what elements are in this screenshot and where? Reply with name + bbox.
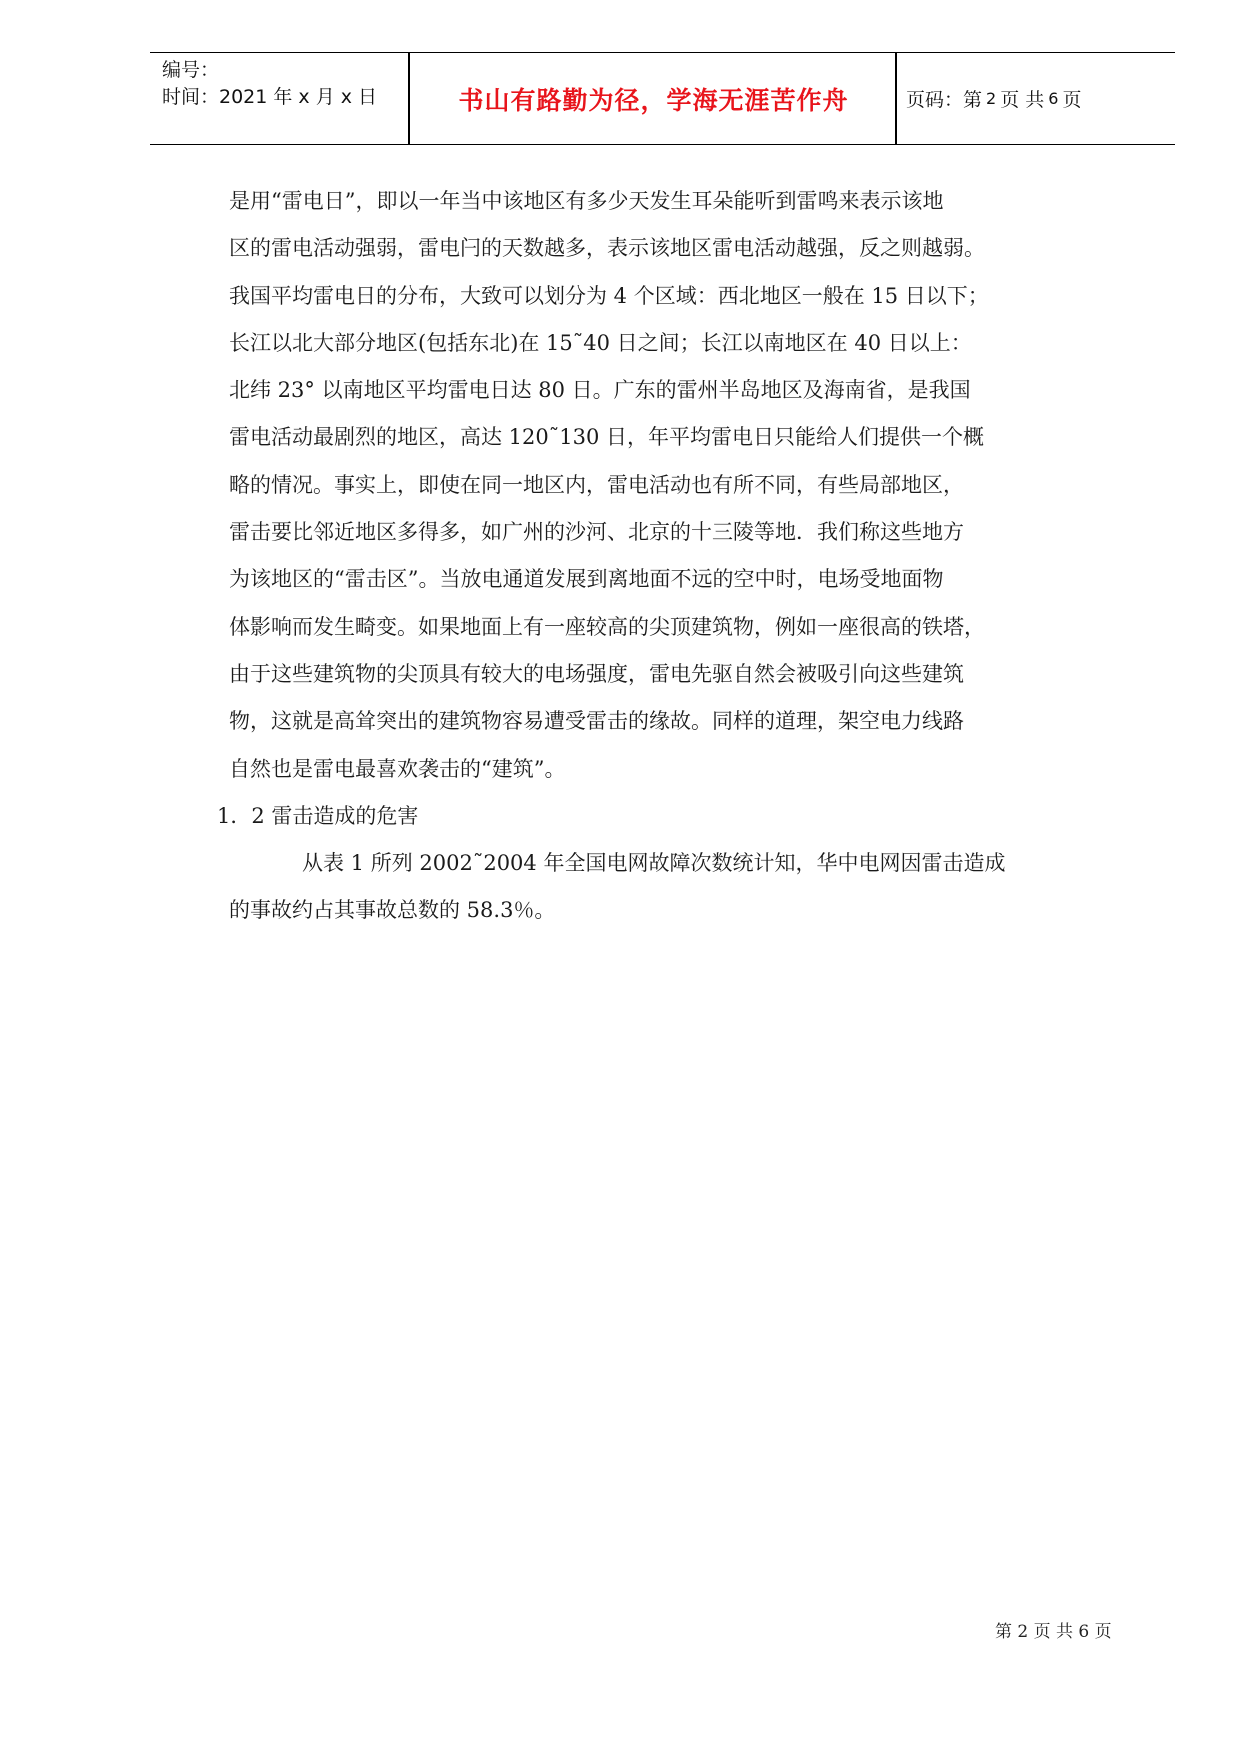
document-body bbox=[217, 178, 1129, 935]
page-suffix: 页 bbox=[1062, 89, 1082, 111]
header-divider bbox=[408, 53, 410, 144]
page-mid: 页 共 bbox=[1000, 89, 1045, 111]
header-divider bbox=[895, 53, 897, 144]
body-line: 略的情况。事实上，即使在同一地区内，雷电活动也有所不同，有些局部地区， bbox=[229, 472, 964, 497]
page-header bbox=[150, 52, 1175, 145]
section-heading: 1．2 雷击造成的危害 bbox=[217, 803, 419, 828]
document-number-label: 编号： bbox=[162, 59, 220, 81]
body-line: 雷电活动最剧烈的地区，高达 120˜130 日，年平均雷电日只能给人们提供一个概 bbox=[229, 425, 985, 450]
body-line: 长江以北大部分地区(包括东北)在 15˜40 日之间；长江以南地区在 40 日以上： bbox=[229, 330, 972, 355]
body-line: 的事故约占其事故总数的 58.3％。 bbox=[229, 898, 556, 923]
page-footer: 第 2 页 共 6 页 bbox=[995, 1622, 1112, 1642]
body-line: 从表 1 所列 2002˜2004 年全国电网故障次数统计知，华中电网因雷击造成 bbox=[302, 851, 1006, 876]
body-line: 是用“雷电日”，即以一年当中该地区有多少天发生耳朵能听到雷鸣来表示该地 bbox=[229, 189, 944, 213]
body-line: 体影响而发生畸变。如果地面上有一座较高的尖顶建筑物，例如一座很高的铁塔， bbox=[229, 614, 985, 639]
body-line: 物，这就是高耸突出的建筑物容易遭受雷击的缘故。同样的道理，架空电力线路 bbox=[229, 709, 964, 734]
body-line: 北纬 23° 以南地区平均雷电日达 80 日。广东的雷州半岛地区及海南省，是我国 bbox=[229, 378, 971, 403]
body-line: 由于这些建筑物的尖顶具有较大的电场强度，雷电先驱自然会被吸引向这些建筑 bbox=[229, 661, 964, 686]
page-prefix: 页码：第 bbox=[906, 89, 983, 111]
body-line: 为该地区的“雷击区”。当放电通道发展到离地面不远的空中时，电场受地面物 bbox=[229, 567, 944, 592]
header-meta bbox=[162, 57, 377, 111]
body-line: 自然也是雷电最喜欢袭击的“建筑”。 bbox=[229, 756, 566, 781]
document-time-label: 时间：2021 年 x 月 x 日 bbox=[162, 86, 378, 108]
header-page-info bbox=[906, 53, 1081, 144]
body-line: 我国平均雷电日的分布，大致可以划分为 4 个区域：西北地区一般在 15 日以下； bbox=[229, 283, 989, 308]
body-line: 区的雷电活动强弱，雷电闩的天数越多，表示该地区雷电活动越强，反之则越弱。 bbox=[229, 236, 985, 261]
header-motto: 书山有路勤为径，学海无涯苦作舟 bbox=[458, 85, 849, 115]
body-line: 雷击要比邻近地区多得多，如广州的沙河、北京的十三陵等地．我们称这些地方 bbox=[229, 520, 964, 545]
page-current: 2 bbox=[986, 89, 997, 108]
page-total: 6 bbox=[1048, 89, 1059, 108]
